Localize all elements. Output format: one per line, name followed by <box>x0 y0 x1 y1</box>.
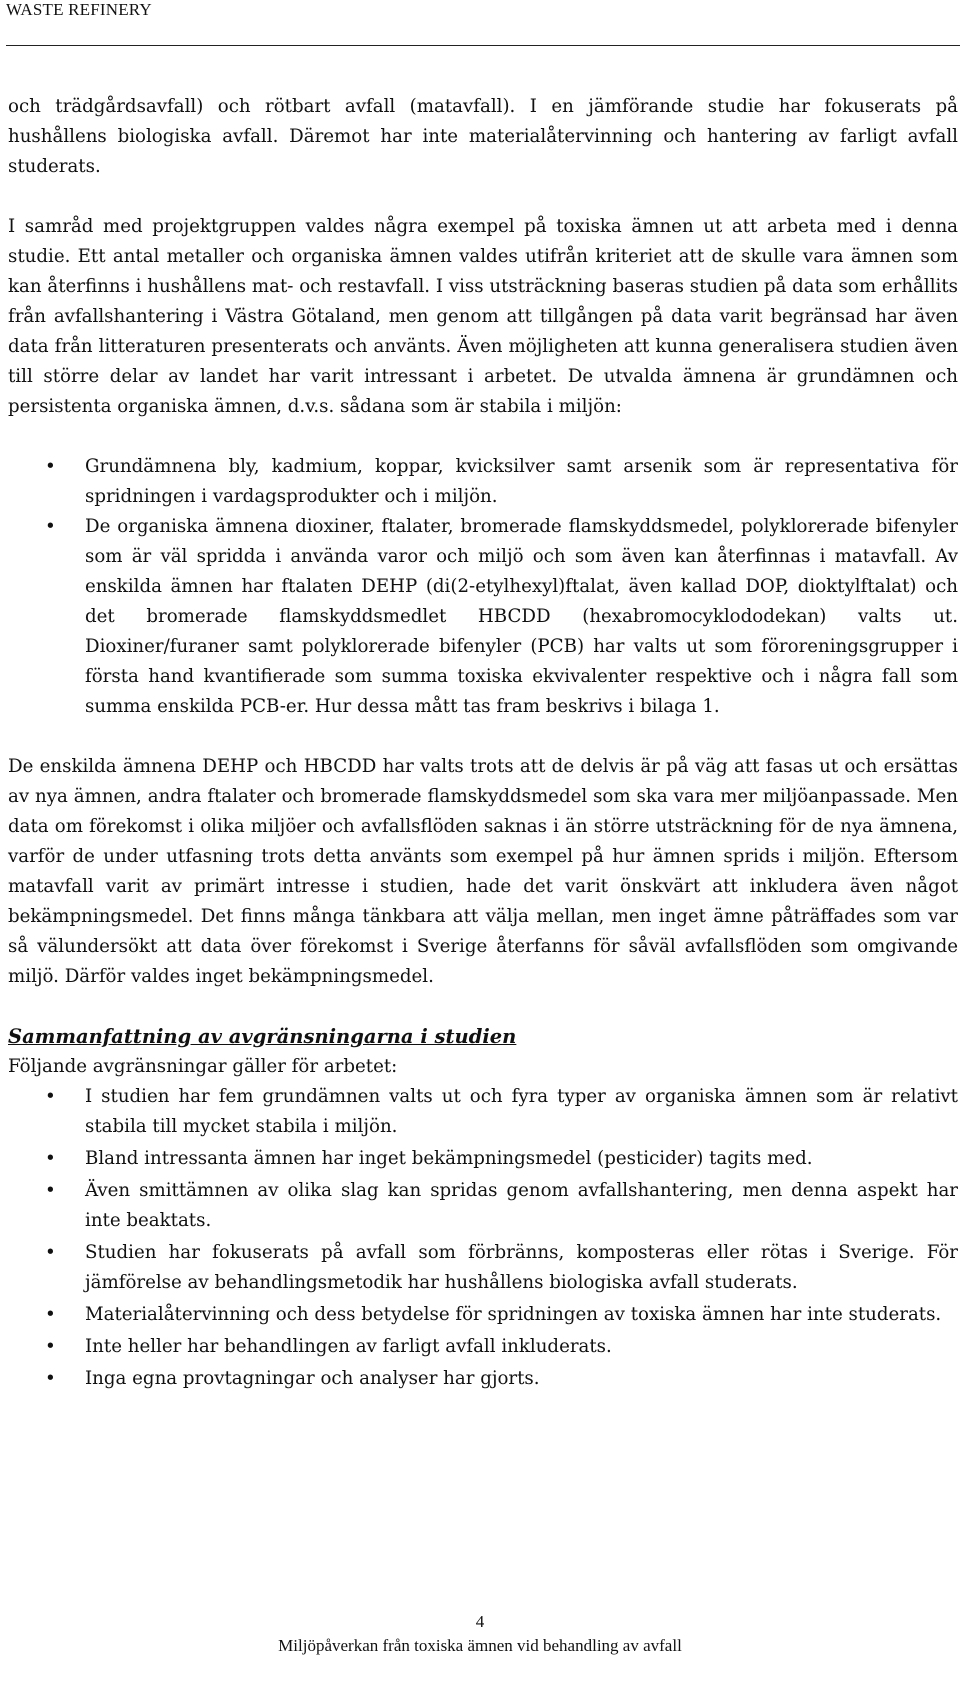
list-item-text: I studien har fem grundämnen valts ut och fyra typer av organiska ämnen som är relativt stabila till mycket stabila i miljön. <box>85 1086 958 1137</box>
limitations-list <box>8 1082 958 1394</box>
substance-list <box>8 452 958 722</box>
list-item <box>8 452 958 512</box>
list-item-text: Inga egna provtagningar och analyser har gjorts. <box>85 1368 540 1389</box>
paragraph-substance-selection: I samråd med projektgruppen valdes några exempel på toxiska ämnen ut att arbeta med i denna studie. Ett antal metaller och organiska ämnen valdes utifrån kriteriet att de skulle vara ämnen som kan återfinns i hushållens mat- och restavfall. I viss utsträckning baseras studien på data som erhållits från avfallshantering i Västra Götaland, men genom att tillgången på data varit begränsad har även data från litteraturen presenterats och använts. Även möjligheten att kunna generalisera studien även till större delar av landet har varit intressant i arbetet. De utvalda ämnena är grundämnen och persistenta organiska ämnen, d.v.s. sådana som är stabila i miljön: <box>8 216 958 417</box>
list-item <box>8 512 958 722</box>
list-item-text: Även smittämnen av olika slag kan spridas genom avfallshantering, men denna aspekt har inte beaktats. <box>85 1180 958 1231</box>
bullet-icon: • <box>45 1368 56 1389</box>
bullet-icon: • <box>45 1086 56 1107</box>
section-intro: Följande avgränsningar gäller för arbetet: <box>8 1056 398 1077</box>
bullet-icon: • <box>45 1242 56 1263</box>
list-item-text: Studien har fokuserats på avfall som förbränns, komposteras eller rötas i Sverige. För jämförelse av behandlingsmetodik har hushållens biologiska avfall studerats. <box>85 1242 958 1293</box>
bullet-icon: • <box>45 456 56 477</box>
list-item-text: Materialåtervinning och dess betydelse för spridningen av toxiska ämnen har inte studerats. <box>85 1304 942 1325</box>
list-item-text: Inte heller har behandlingen av farligt avfall inkluderats. <box>85 1336 612 1357</box>
list-item <box>8 1176 958 1236</box>
list-item <box>8 1364 958 1394</box>
page-body <box>8 92 958 1396</box>
bullet-icon: • <box>45 1336 56 1357</box>
list-item <box>8 1082 958 1142</box>
list-item <box>8 1238 958 1298</box>
bullet-icon: • <box>45 1180 56 1201</box>
list-item <box>8 1300 958 1330</box>
header-rule <box>6 45 960 46</box>
paragraph-dehp-hbcdd: De enskilda ämnena DEHP och HBCDD har valts trots att de delvis är på väg att fasas ut och ersättas av nya ämnen, andra ftalater och bromerade flamskyddsmedel som ska vara mer miljöanpassade. Men data om förekomst i olika miljöer och avfallsflöden saknas i än större utsträckning för de nya ämnena, varför de under utfasning trots detta använts som exempel på hur ämnen sprids i miljön. Eftersom matavfall varit av primärt intresse i studien, hade det varit önskvärt att inkludera även något bekämpningsmedel. Det finns många tänkbara att välja mellan, men inget ämne påträffades som var så välundersökt att data över förekomst i Sverige återfanns för såväl avfallsflöden som omgivande miljö. Därför valdes inget bekämpningsmedel. <box>8 756 958 987</box>
page-number: 4 <box>475 1612 485 1631</box>
paragraph-intro-continuation: och trädgårdsavfall) och rötbart avfall (matavfall). I en jämförande studie har fokuserats på hushållens biologiska avfall. Däremot har inte materialåtervinning och hantering av farligt avfall studerats. <box>8 96 958 177</box>
running-footer: Miljöpåverkan från toxiska ämnen vid behandling av avfall <box>278 1636 682 1655</box>
list-item-text: Bland intressanta ämnen har inget bekämpningsmedel (pesticider) tagits med. <box>85 1148 813 1169</box>
list-item <box>8 1332 958 1362</box>
list-item-text: De organiska ämnena dioxiner, ftalater, bromerade flamskyddsmedel, polyklorerade bifenyler som är väl spridda i använda varor och miljö och som även kan återfinnas i matavfall. Av enskilda ämnen har ftalaten DEHP (di(2-etylhexyl)ftalat, även kallad DOP, dioktylftalat) och det bromerade flamskyddsmedlet HBCDD (hexabromocyklododekan) valts ut. Dioxiner/furaner samt polyklorerade bifenyler (PCB) har valts ut som föroreningsgrupper i första hand kvantifierade som summa toxiska ekvivalenter respektive och i några fall som summa enskilda PCB-er. Hur dessa mått tas fram beskrivs i bilaga 1. <box>85 516 958 717</box>
list-item <box>8 1144 958 1174</box>
list-item-text: Grundämnena bly, kadmium, koppar, kvicksilver samt arsenik som är representativa för spridningen i vardagsprodukter och i miljön. <box>85 456 958 507</box>
bullet-icon: • <box>45 516 56 537</box>
running-header: WASTE REFINERY <box>6 0 152 19</box>
bullet-icon: • <box>45 1304 56 1325</box>
section-heading: Sammanfattning av avgränsningarna i studien <box>8 1025 517 1048</box>
bullet-icon: • <box>45 1148 56 1169</box>
